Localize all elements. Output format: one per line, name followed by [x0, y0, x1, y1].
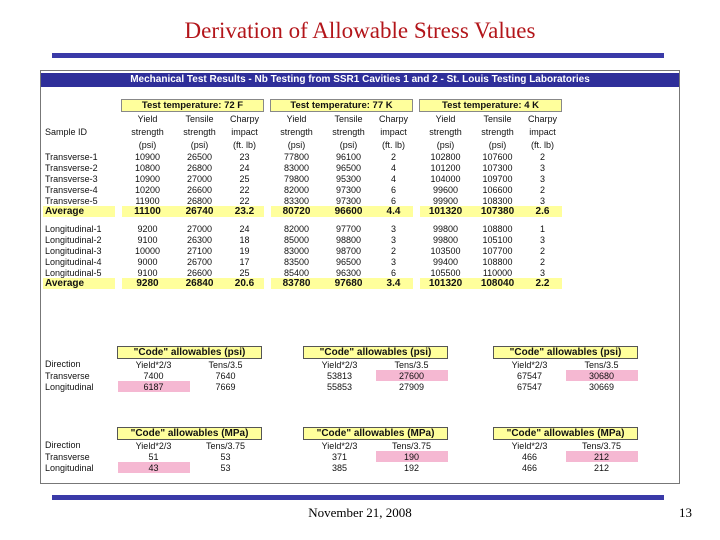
value-cell: 98700	[335, 245, 362, 256]
psi-title: "Code" allowables (psi)	[304, 347, 448, 359]
value-cell: 25	[239, 267, 250, 278]
group-4k: Test temperature: 4 K	[420, 100, 562, 112]
value-cell: 105100	[482, 234, 513, 245]
value-cell: 4.4	[375, 206, 413, 217]
value-cell: 6	[390, 195, 396, 206]
footer-date: November 21, 2008	[308, 505, 412, 520]
column-header: Tens/3.5	[208, 359, 243, 370]
page-number: 13	[679, 505, 692, 520]
value-cell: 107600	[482, 151, 513, 162]
sample-id-cell: Longitudinal-5	[45, 267, 102, 278]
value-cell: 3	[539, 234, 545, 245]
sample-id-cell: Transverse-3	[45, 173, 98, 184]
allowable-value: 212	[593, 462, 610, 473]
sample-id-cell: Longitudinal-2	[45, 234, 102, 245]
value-cell: 3	[390, 256, 396, 267]
value-cell: 2.2	[524, 278, 562, 289]
transverse-row	[43, 151, 562, 162]
column-header: Tens/3.5	[394, 359, 429, 370]
value-cell: 83500	[283, 256, 310, 267]
value-cell: 105500	[430, 267, 461, 278]
value-cell: 26840	[174, 278, 226, 289]
allowable-value: 67547	[516, 370, 543, 381]
column-header: Yield*2/3	[511, 440, 548, 451]
transverse-row	[43, 162, 562, 173]
value-cell: 101320	[420, 278, 472, 289]
direction-label: Direction	[45, 359, 81, 370]
col-header-row-1: Yield Tensile Charpy Yield Tensile Charpy Yield Tensile Charpy	[43, 112, 562, 126]
sheet-banner: Mechanical Test Results - Nb Testing from SSR1 Cavities 1 and 2 - St. Louis Testing Laboratories	[41, 73, 679, 87]
value-cell: 79800	[283, 173, 310, 184]
value-cell: 24	[239, 162, 250, 173]
value-cell: 83780	[271, 278, 323, 289]
value-cell: 99800	[432, 223, 459, 234]
value-cell: 26800	[186, 162, 213, 173]
value-cell: 22	[239, 195, 250, 206]
value-cell: 101200	[430, 162, 461, 173]
psi-table-3	[493, 346, 638, 392]
value-cell: 108800	[482, 223, 513, 234]
mpa-title: "Code" allowables (MPa)	[494, 428, 638, 440]
value-cell: 27100	[186, 245, 213, 256]
longitudinal-row	[43, 234, 562, 245]
value-cell: 83300	[283, 195, 310, 206]
value-cell: 2	[390, 151, 396, 162]
value-cell: 20.6	[226, 278, 264, 289]
allowable-value: 55853	[326, 381, 353, 392]
mechanical-test-table	[43, 99, 562, 289]
longitudinal-row	[43, 256, 562, 267]
psi-table-2	[303, 346, 448, 392]
value-cell: 3	[539, 267, 545, 278]
value-cell: 108040	[472, 278, 524, 289]
allowable-value: 385	[331, 462, 348, 473]
value-cell: 107700	[482, 245, 513, 256]
transverse-row	[43, 173, 562, 184]
longitudinal-average-row	[43, 278, 562, 289]
value-cell: 98800	[335, 234, 362, 245]
allowable-value: 30680	[566, 370, 638, 381]
value-cell: 27000	[186, 223, 213, 234]
column-header: Yield*2/3	[511, 359, 548, 370]
column-header: Yield*2/3	[135, 359, 172, 370]
value-cell: 10900	[134, 173, 161, 184]
value-cell: 77800	[283, 151, 310, 162]
column-header: Yield*2/3	[321, 359, 358, 370]
allowable-value: 30669	[588, 381, 615, 392]
direction-label: Direction	[45, 440, 81, 451]
value-cell: 4	[390, 173, 396, 184]
mpa-title: "Code" allowables (MPa)	[118, 428, 262, 440]
col-header-row-2: Sample ID strength strength impact strength strength impact strength strength impact	[45, 126, 556, 137]
transverse-row	[43, 184, 562, 195]
bottom-rule	[52, 495, 664, 500]
value-cell: 11100	[122, 206, 174, 217]
value-cell: 26700	[186, 256, 213, 267]
group-77k: Test temperature: 77 K	[271, 100, 413, 112]
value-cell: 2	[539, 151, 545, 162]
value-cell: 106600	[482, 184, 513, 195]
value-cell: 3	[539, 195, 545, 206]
transverse-average-row	[43, 206, 562, 217]
value-cell: 3	[539, 162, 545, 173]
value-cell: 99800	[432, 234, 459, 245]
allowable-value: 43	[118, 462, 190, 473]
value-cell: 6	[390, 267, 396, 278]
value-cell: 104000	[430, 173, 461, 184]
value-cell: 107380	[472, 206, 524, 217]
longitudinal-row	[43, 223, 562, 234]
allowable-value: 53	[220, 451, 231, 462]
value-cell: 10000	[134, 245, 161, 256]
column-header: Yield*2/3	[321, 440, 358, 451]
sample-id-cell: Transverse-2	[45, 162, 98, 173]
value-cell: 26300	[186, 234, 213, 245]
row-label: Longitudinal	[45, 381, 94, 392]
sample-id-cell: Average	[43, 278, 115, 289]
value-cell: 108300	[482, 195, 513, 206]
value-cell: 107300	[482, 162, 513, 173]
value-cell: 11900	[135, 195, 160, 206]
allowable-value: 7400	[143, 370, 164, 381]
value-cell: 3	[390, 234, 396, 245]
value-cell: 2	[539, 184, 545, 195]
allowable-value: 466	[521, 451, 538, 462]
allowable-value: 192	[403, 462, 420, 473]
value-cell: 97700	[335, 223, 362, 234]
value-cell: 85400	[283, 267, 310, 278]
longitudinal-row	[43, 267, 562, 278]
value-cell: 24	[239, 223, 250, 234]
mpa-table-3	[493, 427, 638, 473]
value-cell: 96100	[335, 151, 362, 162]
value-cell: 82000	[283, 184, 310, 195]
value-cell: 18	[239, 234, 250, 245]
sample-id-cell: Longitudinal-3	[45, 245, 102, 256]
value-cell: 26500	[186, 151, 213, 162]
value-cell: 110000	[482, 267, 513, 278]
sample-id-cell: Transverse-4	[45, 184, 98, 195]
value-cell: 4	[390, 162, 396, 173]
value-cell: 99600	[432, 184, 459, 195]
value-cell: 99400	[432, 256, 459, 267]
psi-title: "Code" allowables (psi)	[494, 347, 638, 359]
value-cell: 9200	[137, 223, 158, 234]
value-cell: 26740	[174, 206, 226, 217]
value-cell: 95300	[335, 173, 362, 184]
column-header: Tens/3.5	[584, 359, 619, 370]
allowable-value: 7640	[215, 370, 236, 381]
longitudinal-row	[43, 245, 562, 256]
allowable-value: 53	[220, 462, 231, 473]
sample-id-cell: Transverse-5	[45, 195, 98, 206]
value-cell: 10900	[134, 151, 161, 162]
allowable-value: 67547	[516, 381, 543, 392]
value-cell: 9100	[137, 267, 158, 278]
group-72f: Test temperature: 72 F	[122, 100, 264, 112]
value-cell: 97300	[335, 184, 362, 195]
allowable-value: 27600	[376, 370, 448, 381]
value-cell: 2	[390, 245, 396, 256]
value-cell: 83000	[283, 245, 310, 256]
value-cell: 3	[390, 223, 396, 234]
psi-title: "Code" allowables (psi)	[118, 347, 262, 359]
value-cell: 23.2	[226, 206, 264, 217]
value-cell: 25	[239, 173, 250, 184]
column-header: Tens/3.75	[581, 440, 622, 451]
sample-id-cell: Transverse-1	[45, 151, 98, 162]
value-cell: 102800	[430, 151, 461, 162]
value-cell: 2	[539, 245, 545, 256]
allowable-value: 51	[148, 451, 159, 462]
allowable-value: 466	[521, 462, 538, 473]
value-cell: 96500	[335, 162, 362, 173]
value-cell: 17	[239, 256, 250, 267]
value-cell: 97300	[335, 195, 362, 206]
allowable-value: 53813	[326, 370, 353, 381]
value-cell: 26800	[186, 195, 213, 206]
allowable-value: 6187	[118, 381, 190, 392]
sample-id-cell: Longitudinal-4	[45, 256, 102, 267]
value-cell: 23	[239, 151, 250, 162]
value-cell: 1	[539, 223, 545, 234]
value-cell: 10200	[134, 184, 161, 195]
value-cell: 9000	[137, 256, 158, 267]
mpa-table-2	[303, 427, 448, 473]
column-header: Tens/3.75	[391, 440, 432, 451]
group-header-row	[43, 100, 562, 112]
row-label: Transverse	[45, 370, 90, 381]
value-cell: 82000	[283, 223, 310, 234]
mpa-title: "Code" allowables (MPa)	[304, 428, 448, 440]
transverse-row	[43, 195, 562, 206]
value-cell: 96500	[335, 256, 362, 267]
mpa-table-1	[43, 427, 262, 473]
value-cell: 2	[539, 256, 545, 267]
value-cell: 26600	[186, 267, 213, 278]
slide-title: Derivation of Allowable Stress Values	[184, 18, 536, 43]
value-cell: 9100	[137, 234, 158, 245]
sample-id-header: Sample ID	[45, 126, 88, 137]
longitudinal-rows	[43, 223, 562, 289]
allowable-value: 190	[376, 451, 448, 462]
value-cell: 101320	[420, 206, 472, 217]
value-cell: 103500	[430, 245, 461, 256]
value-cell: 3	[539, 173, 545, 184]
allowable-value: 371	[331, 451, 348, 462]
spreadsheet-image	[40, 70, 680, 484]
value-cell: 2.6	[524, 206, 562, 217]
value-cell: 10800	[134, 162, 161, 173]
value-cell: 99900	[432, 195, 459, 206]
value-cell: 9280	[122, 278, 174, 289]
psi-table-1	[43, 346, 262, 392]
column-header: Tens/3.75	[205, 440, 246, 451]
column-header: Yield*2/3	[135, 440, 172, 451]
value-cell: 83000	[283, 162, 310, 173]
allowable-value: 212	[566, 451, 638, 462]
value-cell: 96600	[323, 206, 375, 217]
sample-id-cell: Average	[43, 206, 115, 217]
sample-id-cell: Longitudinal-1	[45, 223, 102, 234]
transverse-rows	[43, 151, 562, 217]
value-cell: 6	[390, 184, 396, 195]
value-cell: 108800	[482, 256, 513, 267]
value-cell: 109700	[482, 173, 513, 184]
value-cell: 3.4	[375, 278, 413, 289]
value-cell: 97680	[323, 278, 375, 289]
top-rule	[52, 53, 664, 58]
row-label: Longitudinal	[45, 462, 94, 473]
value-cell: 96300	[335, 267, 362, 278]
col-header-row-3: (psi) (psi) (ft. lb) (psi) (psi) (ft. lb) (psi) (psi) (ft. lb)	[43, 138, 562, 151]
value-cell: 26600	[186, 184, 213, 195]
row-label: Transverse	[45, 451, 90, 462]
allowable-value: 7669	[215, 381, 236, 392]
value-cell: 19	[239, 245, 250, 256]
value-cell: 22	[239, 184, 250, 195]
value-cell: 27000	[186, 173, 213, 184]
allowable-value: 27909	[398, 381, 425, 392]
value-cell: 80720	[271, 206, 323, 217]
value-cell: 85000	[283, 234, 310, 245]
